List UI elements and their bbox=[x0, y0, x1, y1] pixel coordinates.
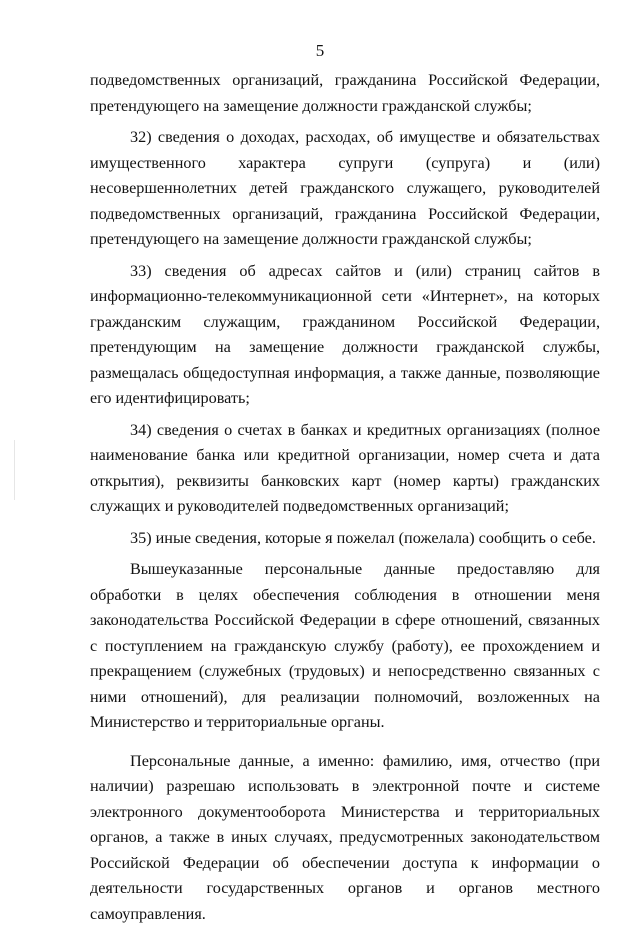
paragraph-item-33: 33) сведения об адресах сайтов и (или) страниц сайтов в информационно-телекоммуникационной сети «Интернет», на которых гражданским служащим, гражданином Российской Федерации, претендующим на замещение должности гражданской службы, размещалась общедоступная информация, а также данные, позволяющие его идентифицировать; bbox=[90, 259, 600, 412]
paragraph-permission: Персональные данные, а именно: фамилию, имя, отчество (при наличии) разрешаю использовать в электронной почте и системе электронного документооборота Министерства и территориальных органов, а также в иных случаях, предусмотренных законодательством Российской Федерации об обеспечении доступа к информации о деятельности государственных органов и органов местного самоуправления. bbox=[90, 749, 600, 927]
scan-crease bbox=[14, 440, 15, 500]
paragraph-item-34: 34) сведения о счетах в банках и кредитных организациях (полное наименование банка или кредитной организации, номер счета и дата открытия), реквизиты банковских карт (номер карты) гражданских служащих и руководителей подведомственных организаций; bbox=[90, 418, 600, 520]
paragraph-item-35: 35) иные сведения, которые я пожелал (пожелала) сообщить о себе. bbox=[90, 526, 600, 552]
paragraph-item-31-continuation: подведомственных организаций, гражданина Российской Федерации, претендующего на замещение должности гражданской службы; bbox=[90, 68, 600, 119]
page-number: 5 bbox=[0, 41, 640, 61]
paragraph-item-32: 32) сведения о доходах, расходах, об имуществе и обязательствах имущественного характера супруги (супруга) и (или) несовершеннолетних детей гражданского служащего, руководителей подведомственных организаций, гражданина Российской Федерации, претендующего на замещение должности гражданской службы; bbox=[90, 125, 600, 253]
paragraph-consent: Вышеуказанные персональные данные предоставляю для обработки в целях обеспечения соблюдения в отношении меня законодательства Российской Федерации в сфере отношений, связанных с поступлением на гражданскую службу (работу), ее прохождением и прекращением (служебных (трудовых) и непосредственно связанных с ними отношений), для реализации полномочий, возложенных на Министерство и территориальные органы. bbox=[90, 557, 600, 736]
document-body bbox=[90, 68, 600, 927]
